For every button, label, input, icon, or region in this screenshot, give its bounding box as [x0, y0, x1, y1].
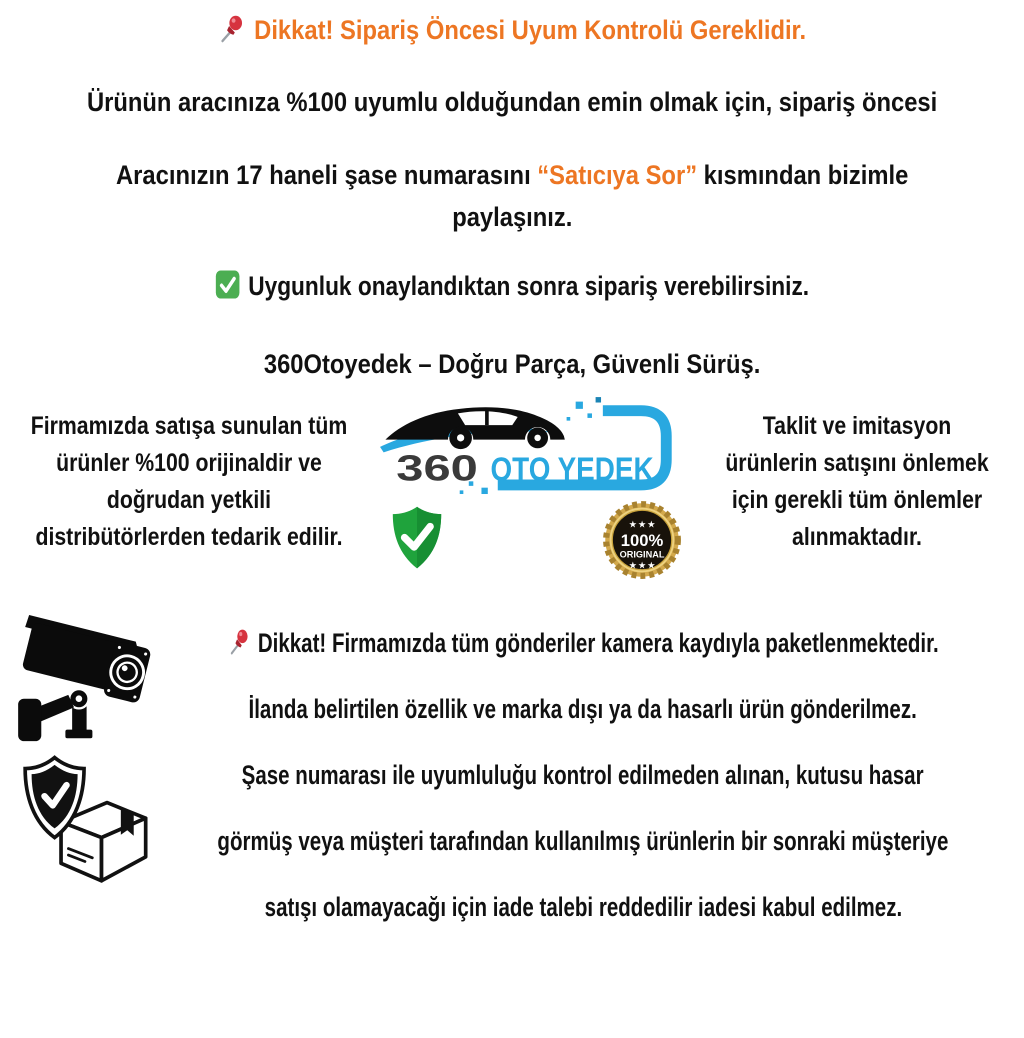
- ask-seller-highlight: “Satıcıya Sor”: [537, 159, 697, 190]
- logo-name: OTO YEDEK: [490, 451, 654, 489]
- badge-label: ORIGINAL: [619, 549, 665, 560]
- middle-row: [0, 396, 1024, 582]
- package-shield-icon: [2, 752, 167, 890]
- anticounterfeit-note: Taklit ve imitasyon ürünlerin satışını önlemek için gerekli tüm önlemler alınmaktadır.: [725, 412, 989, 552]
- badge-stars-bottom: ★ ★ ★: [629, 561, 655, 571]
- green-check-icon: [215, 269, 241, 300]
- vin-request-text: Aracınızın 17 haneli şase numarasını: [115, 159, 538, 190]
- vin-request-line: [0, 159, 1024, 191]
- vin-request-continuation: paylaşınız.: [451, 202, 573, 233]
- brand-logo: [378, 396, 690, 582]
- return-policy-line-3: satışı olamayacağı için iade talebi reddedilir iadesi kabul edilmez.: [264, 891, 902, 922]
- title-line: [0, 14, 1024, 46]
- logo-number: 360: [396, 447, 478, 489]
- compatibility-line: Ürünün aracınıza %100 uyumlu olduğundan emin olmak için, sipariş öncesi: [86, 87, 938, 118]
- vin-request-text-2: kısmından bizimle: [696, 159, 909, 190]
- shield-check-icon: [384, 498, 450, 580]
- badge-percent: 100%: [620, 531, 664, 551]
- car-logo-icon: [380, 396, 688, 496]
- pushpin-icon: [228, 627, 251, 657]
- badge-stars-top: ★ ★ ★: [629, 520, 655, 530]
- trust-badges: [380, 498, 688, 582]
- camera-notice-line: Dikkat! Firmamızda tüm gönderiler kamera kaydıyla paketlenmektedir.: [170, 610, 996, 676]
- cctv-camera-icon: [12, 610, 167, 745]
- shipping-policy-section: [0, 610, 1024, 1010]
- pushpin-icon: [218, 13, 246, 45]
- page-title: Dikkat! Sipariş Öncesi Uyum Kontrolü Gereklidir.: [254, 15, 807, 45]
- approval-line: [0, 270, 1024, 302]
- listing-policy-line: İlanda belirtilen özellik ve marka dışı ya da hasarlı ürün gönderilmez.: [248, 693, 918, 724]
- approval-text: Uygunluk onaylandıktan sonra sipariş verebilirsiniz.: [248, 270, 810, 301]
- return-policy-line-1: Şase numarası ile uyumluluğu kontrol edilmeden alınan, kutusu hasar: [242, 759, 924, 790]
- originality-note: Firmamızda satışa sunulan tüm ürünler %100 orijinaldir ve doğrudan yetkili distribütörlerden tedarik edilir.: [30, 412, 348, 552]
- return-policy-line-2: görmüş veya müşteri tarafından kullanılmış ürünlerin bir sonraki müşteriye: [217, 825, 949, 856]
- product-description-banner: [0, 14, 1024, 1010]
- brand-slogan: 360Otoyedek – Doğru Parça, Güvenli Sürüş.: [263, 348, 761, 379]
- original-badge-icon: [600, 498, 684, 582]
